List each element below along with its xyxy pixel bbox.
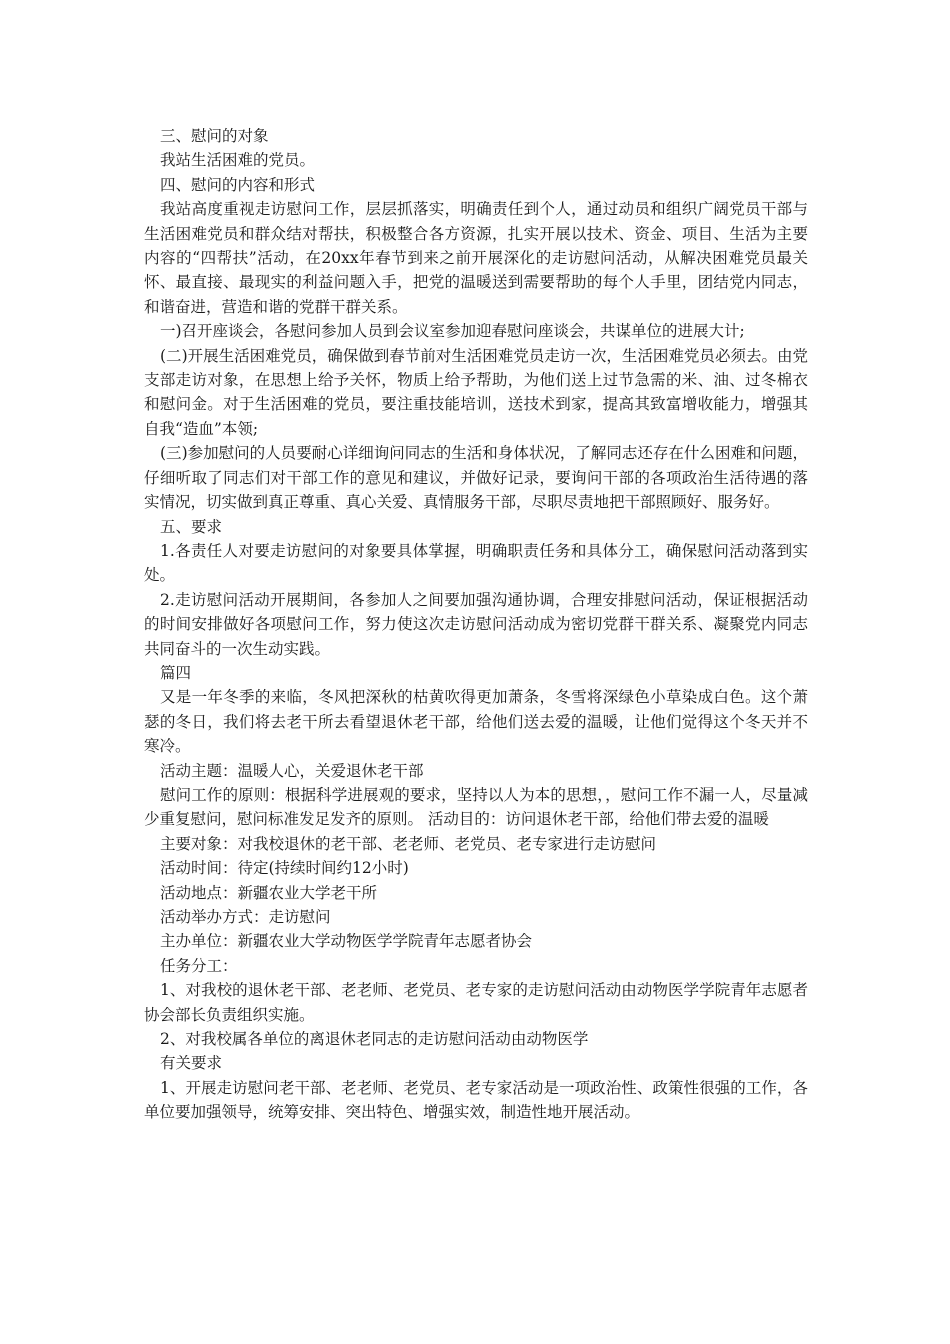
- section-heading: 四、慰问的内容和形式: [160, 175, 316, 194]
- body-paragraph: 慰问工作的原则：根据科学进展观的要求，坚持以人为本的思想，，慰问工作不漏一人，尽量减少重复慰问，慰问标准发足发齐的原则。 活动目的：访问退休老干部，给他们带去爱的温暖: [144, 785, 808, 829]
- body-paragraph: (三)参加慰问的人员要耐心详细询问同志的生活和身体状况，了解同志还存在什么困难和问题，仔细听取了同志们对干部工作的意见和建议，并做好记录，要询问干部的各项政治生活待遇的落实情况，切实做到真正尊重、真心关爱、真情服务干部，尽职尽责地把干部照顾好、服务好。: [144, 444, 808, 512]
- section-heading: 任务分工：: [160, 956, 238, 975]
- document-page: [144, 124, 808, 1125]
- section-heading: 五、要求: [160, 517, 223, 536]
- body-paragraph: 我站生活困难的党员。: [160, 151, 316, 170]
- body-paragraph: (二)开展生活困难党员，确保做到春节前对生活困难党员走访一次，生活困难党员必须去。由党支部走访对象，在思想上给予关怀，物质上给予帮助，为他们送上过节急需的米、油、过冬棉衣和慰问金。对于生活困难的党员，要注重技能培训，送技术到家，提高其致富增收能力，增强其自我“造血”本领;: [144, 346, 808, 438]
- body-paragraph: 又是一年冬季的来临，冬风把深秋的枯黄吹得更加萧条，冬雪将深绿色小草染成白色。这个萧瑟的冬日，我们将去老干所去看望退休老干部，给他们送去爱的温暖，让他们觉得这个冬天并不寒冷。: [144, 688, 808, 756]
- info-line: 活动主题：温暖人心，关爱退休老干部: [160, 761, 424, 780]
- body-paragraph: 我站高度重视走访慰问工作，层层抓落实，明确责任到个人，通过动员和组织广阔党员干部与生活困难党员和群众结对帮扶，积极整合各方资源，扎实开展以技术、资金、项目、生活为主要内容的“四帮扶”活动，在20xx年春节到来之前开展深化的走访慰问活动，从解决困难党员最关怀、最直接、最现实的利益问题入手，把党的温暖送到需要帮助的每个人手里，团结党内同志，和谐奋进，营造和谐的党群干群关系。: [144, 200, 808, 316]
- list-item: 1、对我校的退休老干部、老老师、老党员、老专家的走访慰问活动由动物医学学院青年志愿者协会部长负责组织实施。: [144, 981, 808, 1024]
- list-item: 2、对我校属各单位的离退休老同志的走访慰问活动由动物医学: [160, 1030, 589, 1049]
- info-line: 活动时间：待定(持续时间约12小时): [160, 859, 409, 878]
- info-line: 活动举办方式：走访慰问: [160, 908, 331, 926]
- body-paragraph: 一)召开座谈会，各慰问参加人员到会议室参加迎春慰问座谈会，共谋单位的进展大计;: [160, 322, 745, 341]
- section-heading: 三、慰问的对象: [160, 127, 269, 145]
- list-item: 1.各责任人对要走访慰问的对象要具体掌握，明确职责任务和具体分工，确保慰问活动落到实处。: [144, 541, 808, 585]
- section-heading: 篇四: [160, 663, 192, 682]
- info-line: 活动地点：新疆农业大学老干所: [160, 883, 378, 902]
- section-heading: 有关要求: [160, 1054, 223, 1073]
- info-line: 主办单位：新疆农业大学动物医学学院青年志愿者协会: [160, 932, 533, 951]
- list-item: 2.走访慰问活动开展期间，各参加人之间要加强沟通协调，合理安排慰问活动，保证根据活动的时间安排做好各项慰问工作，努力使这次走访慰问活动成为密切党群干群关系、凝聚党内同志共同奋斗的一次生动实践。: [144, 590, 808, 658]
- info-line: 主要对象：对我校退休的老干部、老老师、老党员、老专家进行走访慰问: [160, 834, 657, 853]
- list-item: 1、开展走访慰问老干部、老老师、老党员、老专家活动是一项政治性、政策性很强的工作，各单位要加强领导，统筹安排、突出特色、增强实效，制造性地开展活动。: [144, 1078, 808, 1122]
